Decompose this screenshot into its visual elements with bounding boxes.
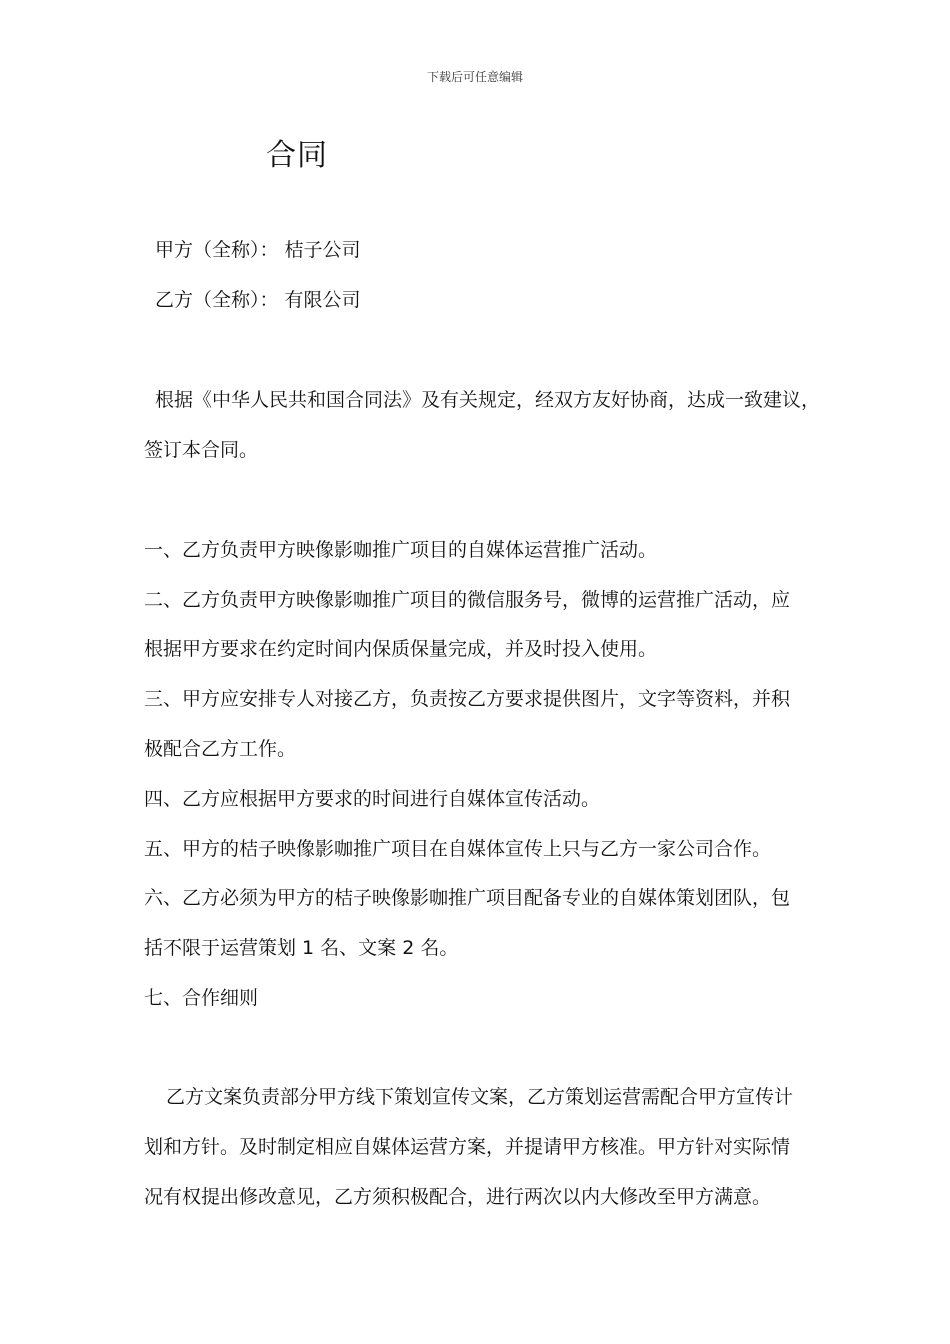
preamble-line-1: 根据《中华人民共和国合同法》及有关规定，经双方友好协商，达成一致建议， xyxy=(155,389,821,411)
clause-3-line-2: 极配合乙方工作。 xyxy=(144,738,297,760)
details-line-3: 况有权提出修改意见，乙方须积极配合，进行两次以内大修改至甲方满意。 xyxy=(144,1186,772,1208)
party-a-line: 甲方（全称）： 桔子公司 xyxy=(155,239,361,261)
details-line-1: 乙方文案负责部分甲方线下策划宣传文案，乙方策划运营需配合甲方宣传计 xyxy=(166,1086,794,1108)
clause-3-line-1: 三、甲方应安排专人对接乙方，负责按乙方要求提供图片，文字等资料，并积 xyxy=(144,688,791,710)
party-b-line: 乙方（全称）： 有限公司 xyxy=(155,289,361,311)
document-title: 合同 xyxy=(266,138,328,173)
clause-7-heading: 七、合作细则 xyxy=(144,987,259,1009)
clause-2-line-2: 根据甲方要求在约定时间内保质保量完成，并及时投入使用。 xyxy=(144,638,658,660)
details-line-2: 划和方针。及时制定相应自媒体运营方案，并提请甲方核准。甲方针对实际情 xyxy=(144,1136,791,1158)
clause-5: 五、甲方的桔子映像影咖推广项目在自媒体宣传上只与乙方一家公司合作。 xyxy=(144,838,772,860)
clause-6-line-2: 括不限于运营策划 1 名、文案 2 名。 xyxy=(144,937,459,959)
clause-2-line-1: 二、乙方负责甲方映像影咖推广项目的微信服务号，微博的运营推广活动，应 xyxy=(144,589,791,611)
clause-6-line-1: 六、乙方必须为甲方的桔子映像影咖推广项目配备专业的自媒体策划团队，包 xyxy=(144,887,791,909)
header-note: 下载后可任意编辑 xyxy=(426,70,523,84)
clause-4: 四、乙方应根据甲方要求的时间进行自媒体宣传活动。 xyxy=(144,788,601,810)
clause-1: 一、乙方负责甲方映像影咖推广项目的自媒体运营推广活动。 xyxy=(144,539,658,561)
preamble-line-2: 签订本合同。 xyxy=(144,439,259,461)
